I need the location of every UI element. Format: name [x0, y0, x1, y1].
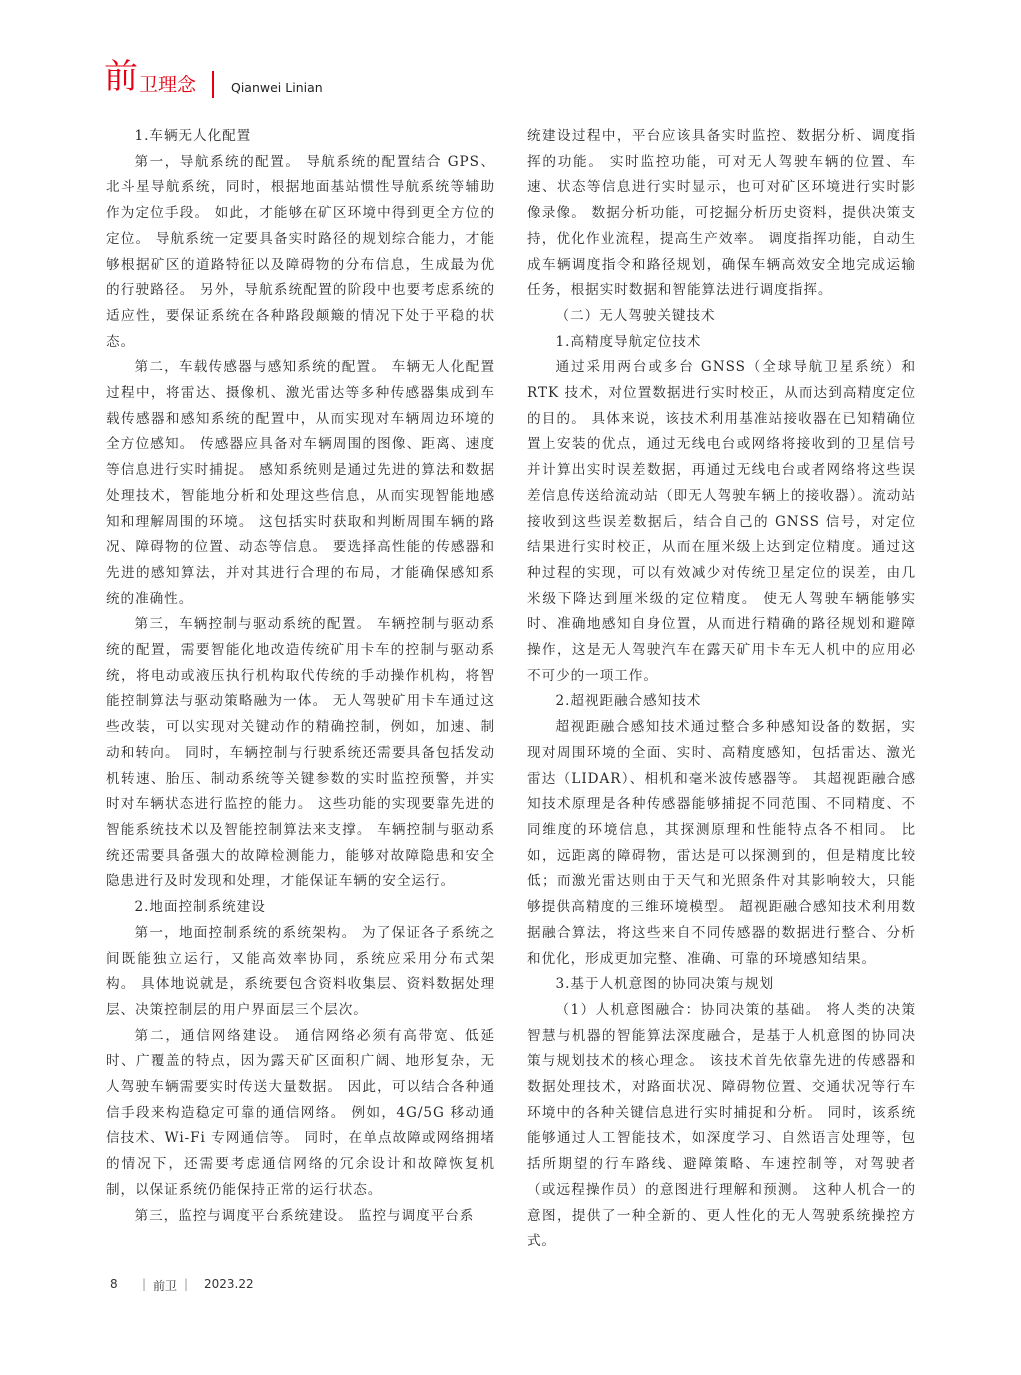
section-heading: 2.超视距融合感知技术 — [555, 693, 702, 710]
paragraph: 第三，车辆控制与驱动系统的配置。 车辆控制与驱动系统的配置，需要智能化地改造传统矿用卡车的控制与驱动系统，将电动或液压执行机构取代传统的手动操作机构，将智能控制算法与驱动策略融为一体。 无人驾驶矿用卡车通过这些改装，可以实现对关键动作的精确控制，例如，加速、制动和转向。 同时，车辆控制与行驶系统还需要具备包括发动机转速、胎压、制动系统等关键参数的实时监控预警，并实时对车辆状态进行监控的能力。 这些功能的实现要靠先进的智能系统技术以及智能控制算法来支撑。 车辆控制与驱动系统还需要具备强大的故障检测能力，能够对故障隐患和安全隐患进行及时发现和处理，才能保证车辆的安全运行。 — [106, 616, 495, 890]
column-title-en: Qianwei Linian — [231, 80, 323, 95]
journal-name: 前卫 — [153, 1279, 178, 1293]
paragraph: 第一，地面控制系统的系统架构。 为了保证各子系统之间既能独立运行，又能高效率协同，系统应采用分布式架构。 具体地说就是，系统要包含资料收集层、资料数据处理层、决策控制层的用户界面层三个层次。 — [106, 924, 495, 1018]
paragraph: 第三，监控与调度平台系统建设。 监控与调度平台系 — [134, 1207, 475, 1224]
separator: | — [142, 1277, 147, 1291]
paragraph: 通过采用两台或多台 GNSS（全球导航卫星系统）和 RTK 技术，对位置数据进行实时校正，从而达到高精度定位的目的。 具体来说，该技术利用基准站接收器在已知精确位置上安装的优点，通过无线电台或网络将接收到的卫星信号并计算出实时误差数据，再通过无线电台或者网络将这些误差信息传送给流动站（即无人驾驶车辆上的接收器）。流动站接收到这些误差数据后，结合自己的 GNSS 信号，对定位结果进行实时校正，从而在厘米级上达到定位精度。通过这种过程的实现，可以有效减少对传统卫星定位的误差，由几米级下降达到厘米级的定位精度。 使无人驾驶车辆能够实时、准确地感知自身位置，从而进行精确的路径规划和避障操作，这是无人驾驶汽车在露天矿用卡车无人机中的应用必不可少的一项工作。 — [527, 359, 916, 684]
paragraph-continued: 统建设过程中，平台应该具备实时监控、数据分析、调度指挥的功能。 实时监控功能，可对无人驾驶车辆的位置、车速、状态等信息进行实时显示，也可对矿区环境进行实时影像录像。 数据分析功能，可挖掘分析历史资料，提供决策支持，优化作业流程，提高生产效率。 调度指挥功能，自动生成车辆调度指令和路径规划，确保车辆高效安全地完成运输任务，根据实时数据和智能算法进行调度指挥。 — [527, 128, 916, 299]
section-heading: 1.车辆无人化配置 — [134, 128, 252, 144]
paragraph: 第二，通信网络建设。 通信网络必须有高带宽、低延时、广覆盖的特点，因为露天矿区面积广阔、地形复杂，无人驾驶车辆需要实时传送大量数据。 因此，可以结合各种通信手段来构造稳定可靠的通信网络。 例如，4G/5G 移动通信技术、Wi-Fi 专网通信等。 同时，在单点故障或网络拥堵的情况下，还需要考虑通信网络的冗余设计和故障恢复机制，以保证系统仍能保持正常的运行状态。 — [106, 1027, 495, 1198]
right-column — [527, 124, 916, 1255]
page-number: 8 — [110, 1277, 118, 1291]
paragraph: 第一，导航系统的配置。 导航系统的配置结合 GPS、北斗星导航系统，同时，根据地面基站惯性导航系统等辅助作为定位手段。 如此，才能够在矿区环境中得到更全方位的定位。 导航系统一定要具备实时路径的规划综合能力，才能够根据矿区的道路特征以及障碍物的分布信息，生成最为优的行驶路径。 另外，导航系统配置的阶段中也要考虑系统的适应性，要保证系统在各种路段颠簸的情况下处于平稳的状态。 — [106, 153, 495, 350]
separator: | — [184, 1277, 189, 1291]
paragraph: 超视距融合感知技术通过整合多种感知设备的数据，实现对周围环境的全面、实时、高精度感知，包括雷达、激光雷达（LIDAR）、相机和毫米波传感器等。 其超视距融合感知技术原理是各种传感器能够捕捉不同范围、不同精度、不同维度的环境信息，其探测原理和性能特点各不相同。 比如，远距离的障碍物，雷达是可以探测到的，但是精度比较低；而激光雷达则由于天气和光照条件对其影响较大，只能够提供高精度的三维环境模型。 超视距融合感知技术利用数据融合算法，将这些来自不同传感器的数据进行整合、分析和优化，形成更加完整、准确、可靠的环境感知结果。 — [527, 719, 916, 967]
logo-qian: 前 — [104, 57, 138, 97]
paragraph: （1）人机意图融合：协同决策的基础。 将人类的决策智慧与机器的智能算法深度融合，是基于人机意图的协同决策与规划技术的核心理念。 该技术首先依靠先进的传感器和数据处理技术，对路面状况、障碍物位置、交通状况等行车环境中的各种关键信息进行实时捕捉和分析。 同时，该系统能够通过人工智能技术，如深度学习、自然语言处理等，包括所期望的行车路线、避障策略、车速控制等，对驾驶者（或远程操作员）的意图进行理解和预测。 这种人机合一的意图，提供了一种全新的、更人性化的无人驾驶系统操控方式。 — [527, 1001, 916, 1250]
issue-number: 2023.22 — [204, 1277, 254, 1291]
section-heading: （二）无人驾驶关键技术 — [555, 307, 716, 324]
logo-weilinian: 卫理念 — [139, 74, 197, 96]
left-column — [106, 124, 495, 1229]
section-heading: 2.地面控制系统建设 — [134, 899, 266, 916]
section-heading: 3.基于人机意图的协同决策与规划 — [555, 976, 775, 993]
section-heading: 1.高精度导航定位技术 — [555, 333, 702, 350]
header-divider — [212, 71, 214, 98]
paragraph: 第二，车载传感器与感知系统的配置。 车辆无人化配置过程中，将雷达、摄像机、激光雷达等多种传感器集成到车载传感器和感知系统的配置中，从而实现对车辆周边环境的全方位感知。 传感器应具备对车辆周围的图像、距离、速度等信息进行实时捕捉。 感知系统则是通过先进的算法和数据处理技术，智能地分析和处理这些信息，从而实现智能地感知和理解周围的环境。 这包括实时获取和判断周围车辆的路况、障碍物的位置、动态等信息。 要选择高性能的传感器和先进的感知算法，并对其进行合理的布局，才能确保感知系统的准确性。 — [106, 359, 495, 607]
